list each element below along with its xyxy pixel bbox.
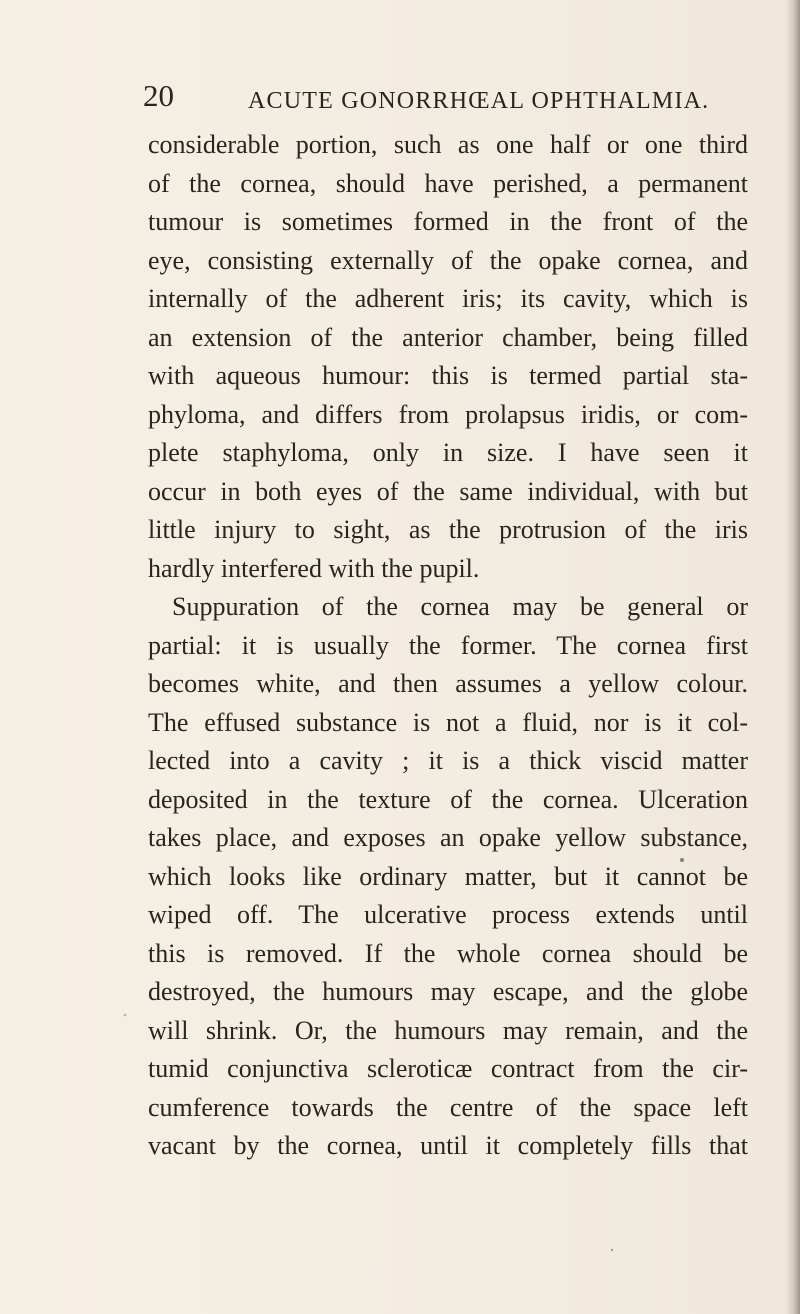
- text-line: lected into a cavity ; it is a thick viscid matter: [148, 746, 748, 775]
- text-line: an extension of the anterior chamber, being filled: [148, 322, 748, 352]
- text-line: occur in both eyes of the same individual, with but: [148, 476, 748, 506]
- text-line: plete staphyloma, only in size. I have seen it: [148, 438, 748, 467]
- page-edge-shadow: [786, 0, 800, 1314]
- text-line: of the cornea, should have perished, a permanent: [148, 168, 748, 198]
- text-line: tumour is sometimes formed in the front of the: [148, 207, 748, 236]
- text-line: tumid conjunctiva scleroticæ contract from the cir-: [148, 1054, 748, 1083]
- text-line: eye, consisting externally of the opake cornea, and: [148, 245, 748, 275]
- text-line-paragraph-start: Suppuration of the cornea may be general or: [172, 592, 748, 621]
- page-number: 20: [143, 78, 174, 113]
- text-line: considerable portion, such as one half or one third: [148, 130, 748, 159]
- text-line: will shrink. Or, the humours may remain, and the: [148, 1015, 748, 1045]
- text-line: takes place, and exposes an opake yellow substance,: [148, 823, 748, 852]
- text-line: partial: it is usually the former. The cornea first: [148, 630, 748, 660]
- text-line: little injury to sight, as the protrusion of the iris: [148, 515, 748, 544]
- text-line: cumference towards the centre of the space left: [148, 1092, 748, 1122]
- text-line: destroyed, the humours may escape, and the globe: [148, 977, 748, 1006]
- text-line: deposited in the texture of the cornea. Ulceration: [148, 784, 748, 814]
- text-line: internally of the adherent iris; its cavity, which is: [148, 284, 748, 313]
- running-title: ACUTE GONORRHŒAL OPHTHALMIA.: [248, 88, 710, 114]
- text-line: wiped off. The ulcerative process extends until: [148, 900, 748, 929]
- text-line: vacant by the cornea, until it completely fills that: [148, 1131, 748, 1160]
- text-line: phyloma, and differs from prolapsus iridis, or com-: [148, 399, 748, 429]
- body-text: [148, 126, 748, 1166]
- text-line: which looks like ordinary matter, but it cannot be: [148, 861, 748, 891]
- text-line: this is removed. If the whole cornea should be: [148, 938, 748, 968]
- text-line: The effused substance is not a fluid, nor is it col-: [148, 707, 748, 737]
- text-line: with aqueous humour: this is termed partial sta-: [148, 361, 748, 390]
- text-line: becomes white, and then assumes a yellow colour.: [148, 669, 748, 698]
- text-line: hardly interfered with the pupil.: [148, 553, 480, 583]
- page-header: [143, 78, 763, 118]
